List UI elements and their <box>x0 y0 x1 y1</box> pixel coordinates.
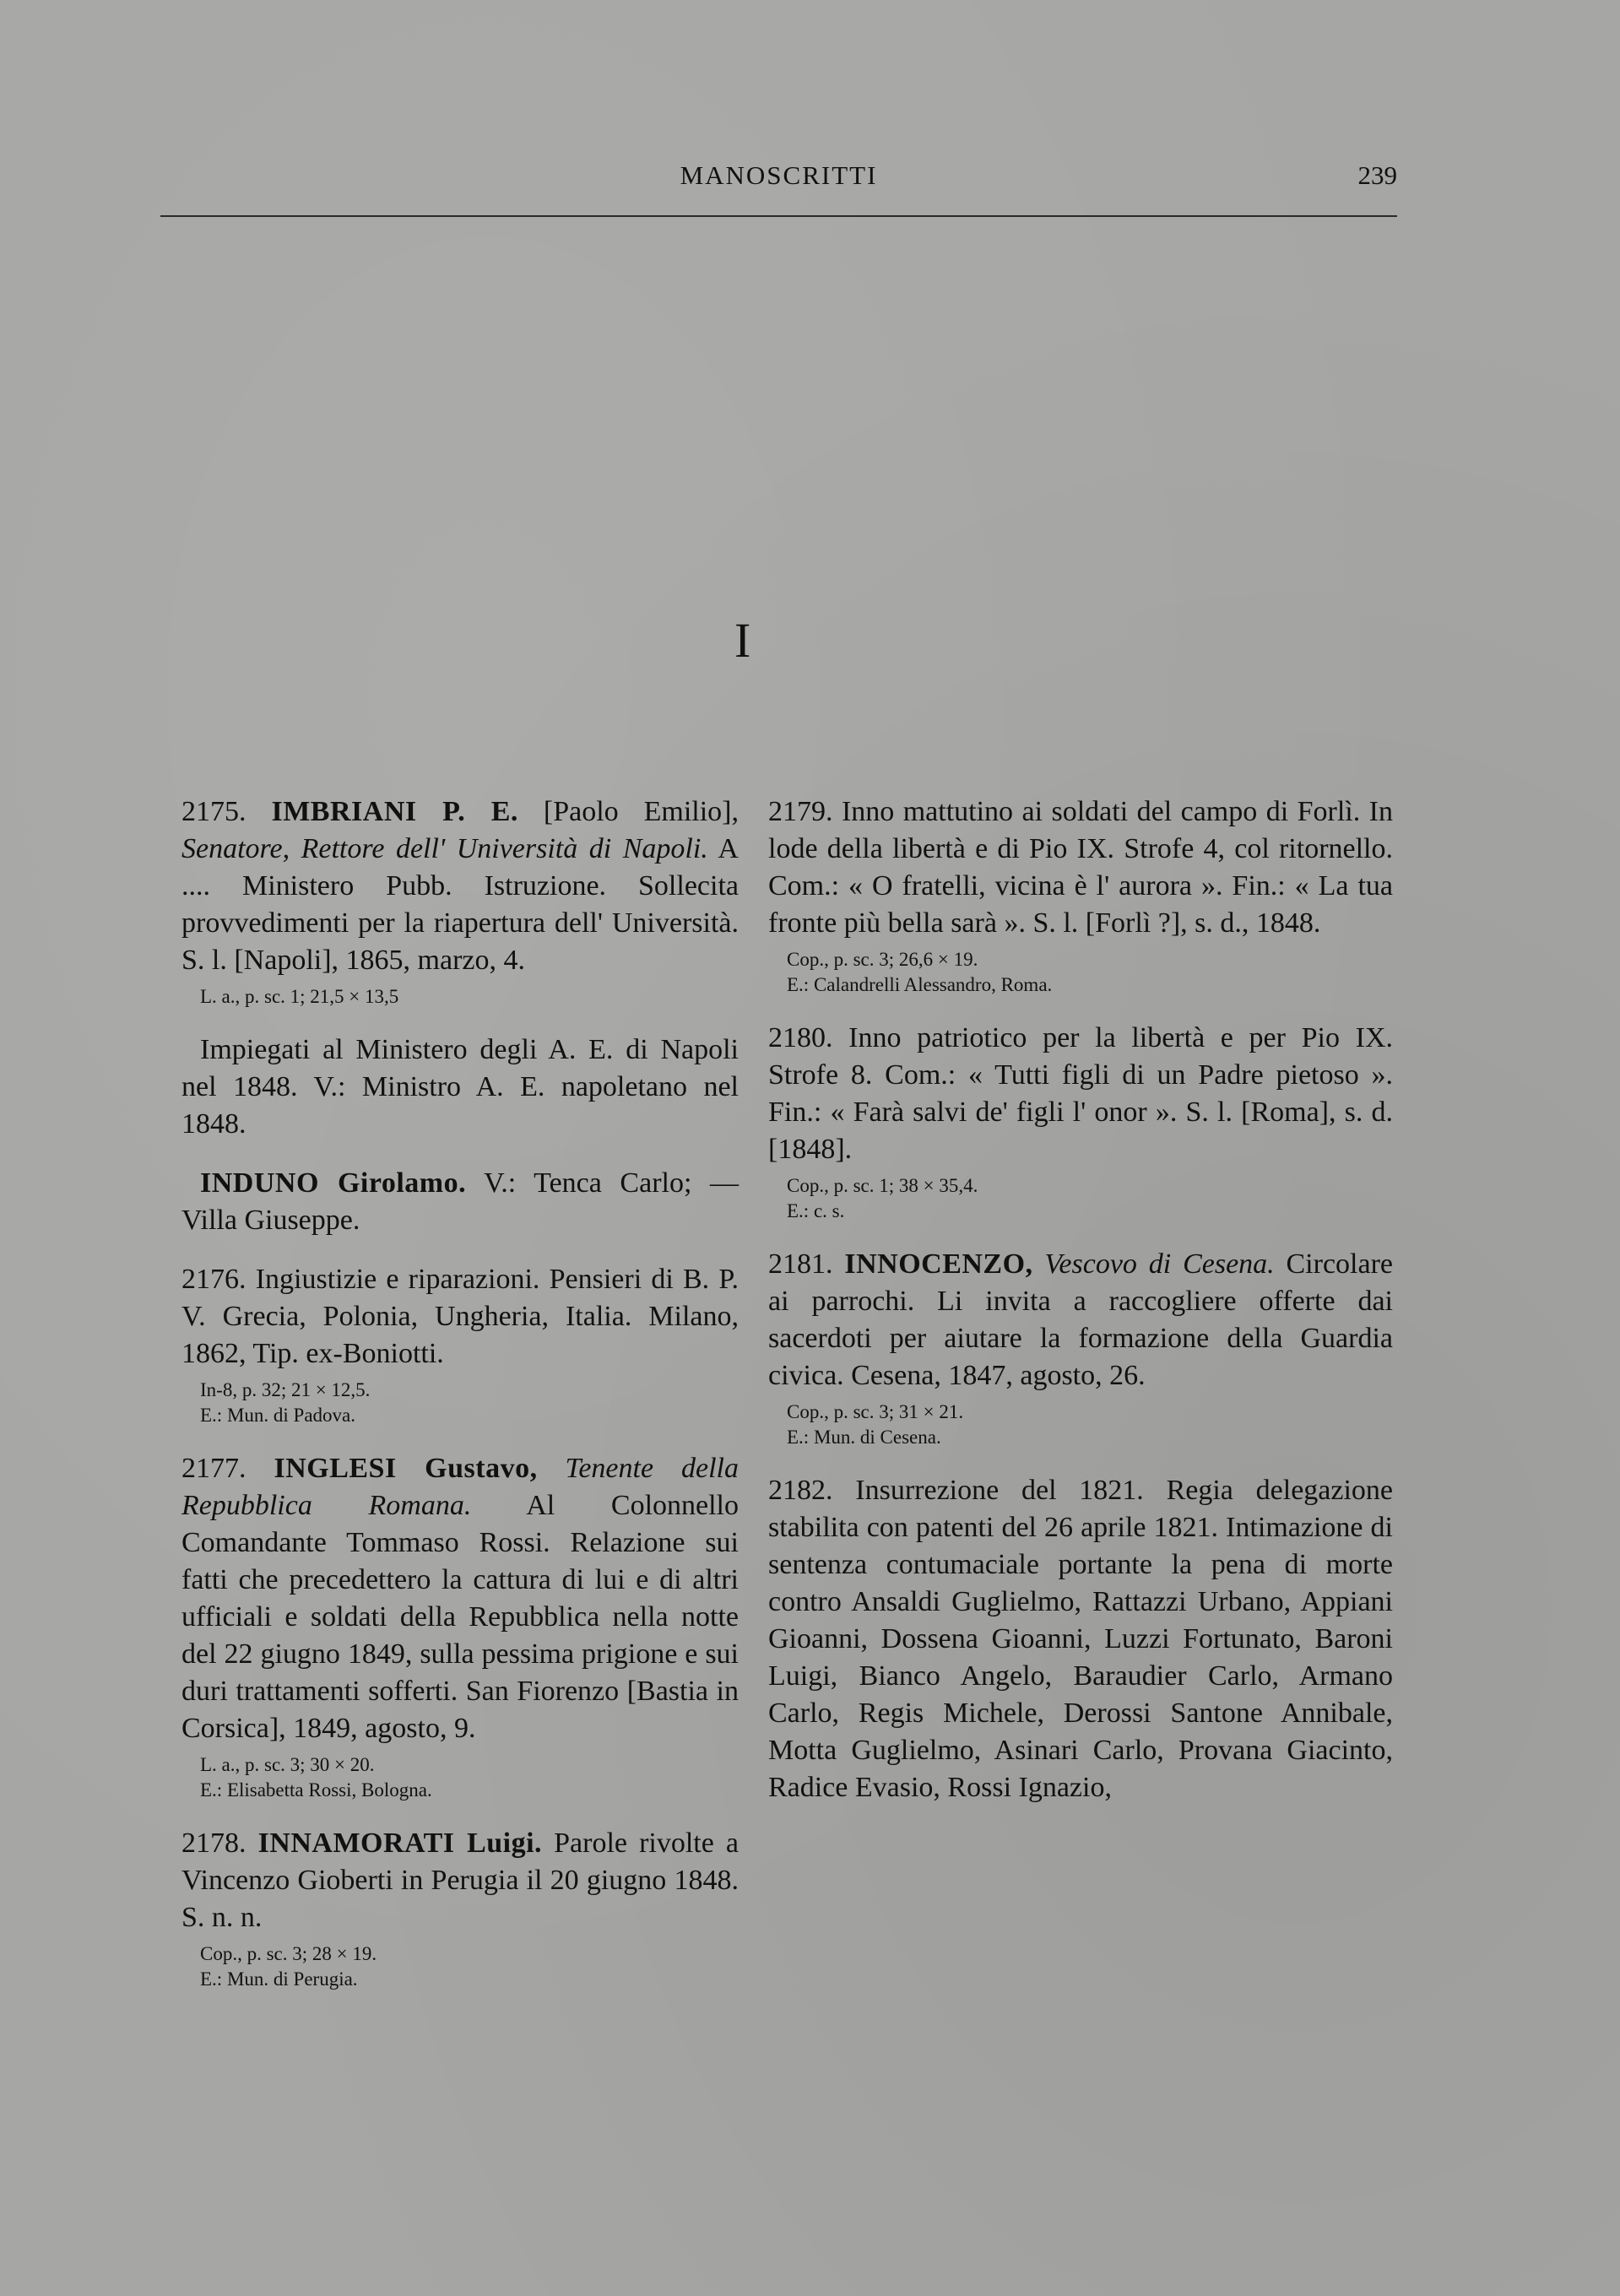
entry-author: IMBRIANI P. E. <box>271 796 518 827</box>
entry-2178 <box>182 1825 739 1992</box>
physical-description: Cop., p. sc. 3; 28 × 19. <box>200 1943 377 1964</box>
entry-notes <box>787 1400 1393 1450</box>
entry-number: 2181. <box>768 1248 833 1280</box>
source-description: E.: Mun. di Perugia. <box>200 1968 358 1990</box>
entry-author: INGLESI Gustavo, <box>274 1453 538 1484</box>
cross-reference-text: Impiegati al Ministero degli A. E. di Napoli nel 1848. V.: Ministro A. E. napoletano nel 1848. <box>182 1034 739 1140</box>
page-number: 239 <box>1357 160 1397 190</box>
entry-notes <box>200 1941 739 1992</box>
entry-text <box>182 1825 739 1936</box>
physical-description: Cop., p. sc. 3; 26,6 × 19. <box>787 949 978 970</box>
entry-2182 <box>768 1472 1393 1806</box>
entry-author: INNOCENZO, <box>844 1248 1033 1280</box>
physical-description: In-8, p. 32; 21 × 12,5. <box>200 1379 371 1400</box>
physical-description: Cop., p. sc. 3; 31 × 21. <box>787 1401 964 1422</box>
entry-text <box>768 1246 1393 1394</box>
entry-2181 <box>768 1246 1393 1450</box>
left-column <box>182 793 739 2014</box>
entry-number: 2178. <box>182 1828 247 1859</box>
entry-author-title: Senatore, Rettore dell' Università di Napoli. <box>182 833 708 864</box>
source-description: E.: Mun. di Cesena. <box>787 1427 941 1448</box>
entry-2177 <box>182 1450 739 1803</box>
source-description: E.: Elisabetta Rossi, Bologna. <box>200 1779 432 1801</box>
cross-reference-name: INDUNO Girolamo. <box>200 1167 467 1199</box>
cross-reference-impiegati <box>182 1032 739 1143</box>
entry-description: Al Colonnello Comandante Tommaso Rossi. Relazione sui fatti che precedettero la cattura di lui e di altri ufficiali e soldati della Repubblica nella notte del 22 giugno 1849, sulla pessima prigione e sui duri trattamenti sofferti. San Fiorenzo [Bastia in Corsica], 1849, agosto, 9. <box>182 1490 740 1744</box>
entry-description: Circolare ai parrochi. Li invita a raccogliere offerte dai sacerdoti per aiutare la formazione della Guardia civica. Cesena, 1847, agosto, 26. <box>768 1248 1393 1391</box>
entry-2175 <box>182 793 739 1010</box>
physical-description: L. a., p. sc. 3; 30 × 20. <box>200 1754 375 1775</box>
entry-number: 2175. <box>182 796 247 827</box>
entry-description: Inno mattutino ai soldati del campo di Forlì. In lode della libertà e di Pio IX. Strofe 4, col ritornello. Com.: « O fratelli, vicina è l' aurora ». Fin.: « La tua fronte più bella sarà ». S. l. [Forlì ?], s. d., 1848. <box>768 796 1393 939</box>
entry-description: Insurrezione del 1821. Regia delegazione stabilita con patenti del 26 aprile 1821. Intimazione di sentenza contumaciale portante la pena di morte contro Ansaldi Guglielmo, Rattazzi Urbano, Appiani Gioanni, Dossena Gioanni, Luzzi Fortunato, Baroni Luigi, Bianco Angelo, Baraudier Carlo, Armano Carlo, Regis Michele, Derossi Santone Annibale, Motta Guglielmo, Asinari Carlo, Provana Giacinto, Radice Evasio, Rossi Ignazio, <box>768 1475 1393 1803</box>
page-header <box>160 160 1397 211</box>
entry-number: 2177. <box>182 1453 247 1484</box>
entry-author-expansion: [Paolo Emilio], <box>517 796 739 827</box>
entry-description: Parole rivolte a Vincenzo Gioberti in Perugia il 20 giugno 1848. S. n. n. <box>182 1828 739 1933</box>
entry-notes <box>200 984 739 1010</box>
right-column <box>768 793 1393 1828</box>
entry-description: A .... Ministero Pubb. Istruzione. Sollecita provvedimenti per la riapertura dell' Università. S. l. [Napoli], 1865, marzo, 4. <box>182 833 739 976</box>
entry-notes <box>200 1378 739 1428</box>
physical-description: Cop., p. sc. 1; 38 × 35,4. <box>787 1175 978 1196</box>
physical-description: L. a., p. sc. 1; 21,5 × 13,5 <box>200 986 399 1007</box>
cross-reference-text <box>182 1165 739 1239</box>
entry-text <box>768 1472 1393 1806</box>
source-description: E.: Mun. di Padova. <box>200 1405 355 1426</box>
entry-text <box>182 1450 739 1747</box>
entry-notes <box>200 1752 739 1803</box>
source-description: E.: Calandrelli Alessandro, Roma. <box>787 974 1053 995</box>
source-description: E.: c. s. <box>787 1200 845 1221</box>
entry-notes <box>787 1173 1393 1224</box>
entry-number: 2182. <box>768 1475 833 1506</box>
entry-author: INNAMORATI Luigi. <box>257 1828 543 1859</box>
entry-number: 2176. <box>182 1264 247 1295</box>
entry-text <box>768 1020 1393 1168</box>
entry-2180 <box>768 1020 1393 1224</box>
entry-notes <box>787 947 1393 998</box>
entry-2176 <box>182 1261 739 1428</box>
entry-number: 2180. <box>768 1022 833 1053</box>
entry-author-title: Vescovo di Cesena. <box>1032 1248 1275 1280</box>
entry-2179 <box>768 793 1393 998</box>
entry-text <box>768 793 1393 942</box>
entry-author-title: Tenente della Repubblica Romana. <box>182 1453 739 1521</box>
cross-reference-target: V.: Tenca Carlo; — Villa Giuseppe. <box>182 1167 740 1236</box>
entry-description: Inno patriotico per la libertà e per Pio IX. Strofe 8. Com.: « Tutti figli di un Padre pietoso ». Fin.: « Farà salvi de' figli l' onor ». S. l. [Roma], s. d. [1848]. <box>768 1022 1393 1165</box>
entry-text <box>182 793 739 979</box>
running-head: MANOSCRITTI <box>680 160 878 190</box>
entry-description: Ingiustizie e riparazioni. Pensieri di B. P. V. Grecia, Polonia, Ungheria, Italia. Milano, 1862, Tip. ex-Boniotti. <box>182 1264 739 1369</box>
cross-reference-induno <box>182 1165 739 1239</box>
header-rule <box>160 215 1397 217</box>
entry-number: 2179. <box>768 796 833 827</box>
section-letter: I <box>734 613 751 668</box>
entry-text <box>182 1261 739 1373</box>
